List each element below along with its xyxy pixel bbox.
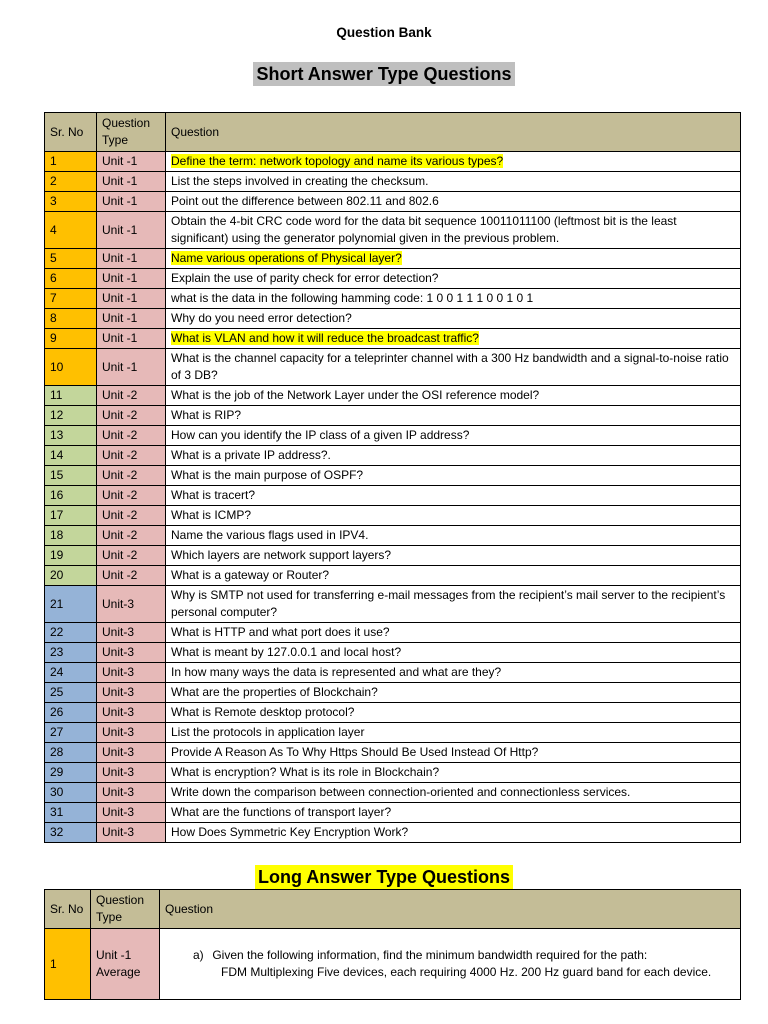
question-type-cell: Unit-3 — [97, 586, 166, 623]
question-type-cell: Unit-3 — [97, 663, 166, 683]
highlighted-question-text: Name various operations of Physical layer? — [171, 251, 402, 265]
sr-no-cell: 15 — [45, 466, 97, 486]
question-text: In how many ways the data is represented and what are they? — [171, 665, 502, 679]
question-type-cell: Unit -2 — [97, 446, 166, 466]
question-text: What is a private IP address?. — [171, 448, 331, 462]
question-type-cell: Unit -1 — [97, 249, 166, 269]
question-text: What is the job of the Network Layer under the OSI reference model? — [171, 388, 540, 402]
question-type-cell: Unit-3 — [97, 763, 166, 783]
question-text: What is a gateway or Router? — [171, 568, 330, 582]
sr-no-cell: 14 — [45, 446, 97, 466]
question-text: Explain the use of parity check for error detection? — [171, 271, 439, 285]
sr-no-cell: 10 — [45, 349, 97, 386]
highlighted-question-text: Define the term: network topology and name its various types? — [171, 154, 504, 168]
question-cell — [166, 406, 741, 426]
question-cell — [166, 623, 741, 643]
question-cell — [166, 723, 741, 743]
question-cell — [166, 783, 741, 803]
question-type-cell: Unit-3 — [97, 783, 166, 803]
question-text: List the protocols in application layer — [171, 725, 365, 739]
sr-no-cell: 17 — [45, 506, 97, 526]
header-question: Question — [166, 113, 741, 152]
table-row — [45, 506, 741, 526]
header-question-type: Question Type — [91, 890, 160, 929]
question-type-cell: Unit-3 — [97, 823, 166, 843]
question-cell — [166, 172, 741, 192]
question-line-2: FDM Multiplexing Five devices, each requiring 4000 Hz. 200 Hz guard band for each device. — [221, 965, 712, 979]
question-text: Why is SMTP not used for transferring e-mail messages from the recipient’s mail server to the recipient’s personal computer? — [171, 588, 726, 619]
question-type-cell: Unit -1 — [97, 269, 166, 289]
question-cell — [166, 152, 741, 172]
question-cell — [166, 823, 741, 843]
question-cell — [166, 309, 741, 329]
table-row — [45, 783, 741, 803]
sr-no-cell: 5 — [45, 249, 97, 269]
question-line-1: Given the following information, find the minimum bandwidth required for the path: — [212, 948, 648, 962]
question-cell — [166, 446, 741, 466]
table-row — [45, 349, 741, 386]
table-row — [45, 309, 741, 329]
table-row — [45, 406, 741, 426]
short-answer-heading-wrap — [0, 62, 768, 86]
question-cell — [166, 349, 741, 386]
question-letter: a) — [193, 948, 204, 962]
sr-no-cell: 32 — [45, 823, 97, 843]
table-row — [45, 426, 741, 446]
sr-no-cell: 19 — [45, 546, 97, 566]
sr-no-cell: 2 — [45, 172, 97, 192]
table-row — [45, 703, 741, 723]
question-text: What is meant by 127.0.0.1 and local host? — [171, 645, 402, 659]
question-text: what is the data in the following hamming code: 1 0 0 1 1 1 0 0 1 0 1 — [171, 291, 534, 305]
question-list-item — [165, 947, 735, 981]
question-text: Point out the difference between 802.11 and 802.6 — [171, 194, 439, 208]
question-text: Which layers are network support layers? — [171, 548, 392, 562]
sr-no-cell: 28 — [45, 743, 97, 763]
table-row — [45, 663, 741, 683]
sr-no-cell: 24 — [45, 663, 97, 683]
question-type-cell: Unit -1 Average — [91, 929, 160, 1000]
question-type-cell: Unit -1 — [97, 329, 166, 349]
sr-no-cell: 4 — [45, 212, 97, 249]
sr-no-cell: 25 — [45, 683, 97, 703]
long-answer-table — [44, 889, 741, 1000]
question-cell — [166, 329, 741, 349]
question-cell — [166, 386, 741, 406]
question-cell — [166, 566, 741, 586]
sr-no-cell: 26 — [45, 703, 97, 723]
sr-no-cell: 21 — [45, 586, 97, 623]
question-text: How Does Symmetric Key Encryption Work? — [171, 825, 409, 839]
question-text: What is Remote desktop protocol? — [171, 705, 355, 719]
question-cell — [166, 663, 741, 683]
short-answer-heading: Short Answer Type Questions — [253, 62, 514, 86]
long-answer-heading: Long Answer Type Questions — [255, 865, 513, 889]
question-cell — [160, 929, 741, 1000]
sr-no-cell: 11 — [45, 386, 97, 406]
question-cell — [166, 586, 741, 623]
question-text: List the steps involved in creating the checksum. — [171, 174, 429, 188]
table-header-row — [45, 113, 741, 152]
question-text: Provide A Reason As To Why Https Should Be Used Instead Of Http? — [171, 745, 539, 759]
question-text: Name the various flags used in IPV4. — [171, 528, 369, 542]
question-cell — [166, 249, 741, 269]
question-type-cell: Unit -2 — [97, 426, 166, 446]
question-type-cell: Unit -1 — [97, 152, 166, 172]
sr-no-cell: 16 — [45, 486, 97, 506]
question-type-cell: Unit -2 — [97, 506, 166, 526]
table-row — [45, 803, 741, 823]
table-row — [45, 486, 741, 506]
sr-no-cell: 1 — [45, 152, 97, 172]
table-row — [45, 643, 741, 663]
table-row — [45, 446, 741, 466]
question-cell — [166, 486, 741, 506]
question-cell — [166, 269, 741, 289]
question-type-cell: Unit -2 — [97, 526, 166, 546]
question-cell — [166, 506, 741, 526]
sr-no-cell: 18 — [45, 526, 97, 546]
table-row — [45, 192, 741, 212]
sr-no-cell: 30 — [45, 783, 97, 803]
question-text: Why do you need error detection? — [171, 311, 352, 325]
table-header-row — [45, 890, 741, 929]
table-row — [45, 152, 741, 172]
highlighted-question-text: What is VLAN and how it will reduce the broadcast traffic? — [171, 331, 479, 345]
table-row — [45, 466, 741, 486]
question-cell — [166, 466, 741, 486]
question-type-cell: Unit-3 — [97, 683, 166, 703]
question-cell — [166, 683, 741, 703]
sr-no-cell: 3 — [45, 192, 97, 212]
table-row — [45, 386, 741, 406]
question-cell — [166, 526, 741, 546]
sr-no-cell: 29 — [45, 763, 97, 783]
question-type-cell: Unit-3 — [97, 703, 166, 723]
header-question: Question — [160, 890, 741, 929]
question-type-cell: Unit -2 — [97, 486, 166, 506]
table-row — [45, 269, 741, 289]
question-type-cell: Unit-3 — [97, 643, 166, 663]
question-text: What is ICMP? — [171, 508, 252, 522]
document-title: Question Bank — [336, 25, 432, 40]
question-cell — [166, 289, 741, 309]
question-type-cell: Unit -2 — [97, 466, 166, 486]
question-text: Write down the comparison between connection-oriented and connectionless services. — [171, 785, 631, 799]
question-type-cell: Unit -2 — [97, 406, 166, 426]
question-type-cell: Unit-3 — [97, 723, 166, 743]
question-type-cell: Unit -2 — [97, 566, 166, 586]
question-cell — [166, 763, 741, 783]
question-cell — [166, 743, 741, 763]
question-type-cell: Unit-3 — [97, 623, 166, 643]
header-sr-no: Sr. No — [45, 113, 97, 152]
table-row — [45, 823, 741, 843]
question-type-cell: Unit -2 — [97, 546, 166, 566]
sr-no-cell: 20 — [45, 566, 97, 586]
question-cell — [166, 192, 741, 212]
sr-no-cell: 13 — [45, 426, 97, 446]
table-row — [45, 586, 741, 623]
sr-no-cell: 8 — [45, 309, 97, 329]
question-cell — [166, 803, 741, 823]
question-cell — [166, 703, 741, 723]
question-type-cell: Unit-3 — [97, 803, 166, 823]
question-text: What is the channel capacity for a teleprinter channel with a 300 Hz bandwidth and a signal-to-noise ratio of 3 DB? — [171, 351, 729, 382]
question-cell — [166, 212, 741, 249]
question-text: What is tracert? — [171, 488, 256, 502]
question-type-cell: Unit -1 — [97, 349, 166, 386]
question-text: How can you identify the IP class of a given IP address? — [171, 428, 470, 442]
sr-no-cell: 6 — [45, 269, 97, 289]
question-text: What are the functions of transport layer? — [171, 805, 392, 819]
question-text: What is RIP? — [171, 408, 242, 422]
sr-no-cell: 9 — [45, 329, 97, 349]
table-row — [45, 172, 741, 192]
question-type-cell: Unit -1 — [97, 309, 166, 329]
table-row — [45, 566, 741, 586]
sr-no-cell: 27 — [45, 723, 97, 743]
table-row — [45, 623, 741, 643]
table-row — [45, 743, 741, 763]
table-row — [45, 329, 741, 349]
long-answer-heading-wrap — [0, 865, 768, 889]
question-text: What is encryption? What is its role in Blockchain? — [171, 765, 440, 779]
table-row — [45, 723, 741, 743]
question-type-cell: Unit -1 — [97, 192, 166, 212]
question-text: Obtain the 4-bit CRC code word for the data bit sequence 10011011100 (leftmost bit is the least significant) using the generator polynomial given in the previous problem. — [171, 214, 677, 245]
table-row — [45, 289, 741, 309]
question-type-cell: Unit -1 — [97, 212, 166, 249]
question-cell — [166, 426, 741, 446]
table-row — [45, 546, 741, 566]
long-answer-table-body — [45, 929, 741, 1000]
question-type-cell: Unit -2 — [97, 386, 166, 406]
question-type-cell: Unit -1 — [97, 172, 166, 192]
header-question-type: Question Type — [97, 113, 166, 152]
short-answer-table — [44, 112, 741, 843]
question-text: What is HTTP and what port does it use? — [171, 625, 390, 639]
table-row — [45, 763, 741, 783]
table-row — [45, 212, 741, 249]
table-row — [45, 526, 741, 546]
question-cell — [166, 643, 741, 663]
question-cell — [166, 546, 741, 566]
table-row — [45, 249, 741, 269]
table-row — [45, 683, 741, 703]
question-text: What is the main purpose of OSPF? — [171, 468, 364, 482]
sr-no-cell: 12 — [45, 406, 97, 426]
sr-no-cell: 1 — [45, 929, 91, 1000]
question-text: What are the properties of Blockchain? — [171, 685, 378, 699]
table-row — [45, 929, 741, 1000]
short-answer-table-body — [45, 152, 741, 843]
sr-no-cell: 7 — [45, 289, 97, 309]
question-type-cell: Unit-3 — [97, 743, 166, 763]
sr-no-cell: 31 — [45, 803, 97, 823]
header-sr-no: Sr. No — [45, 890, 91, 929]
sr-no-cell: 22 — [45, 623, 97, 643]
question-type-cell: Unit -1 — [97, 289, 166, 309]
sr-no-cell: 23 — [45, 643, 97, 663]
